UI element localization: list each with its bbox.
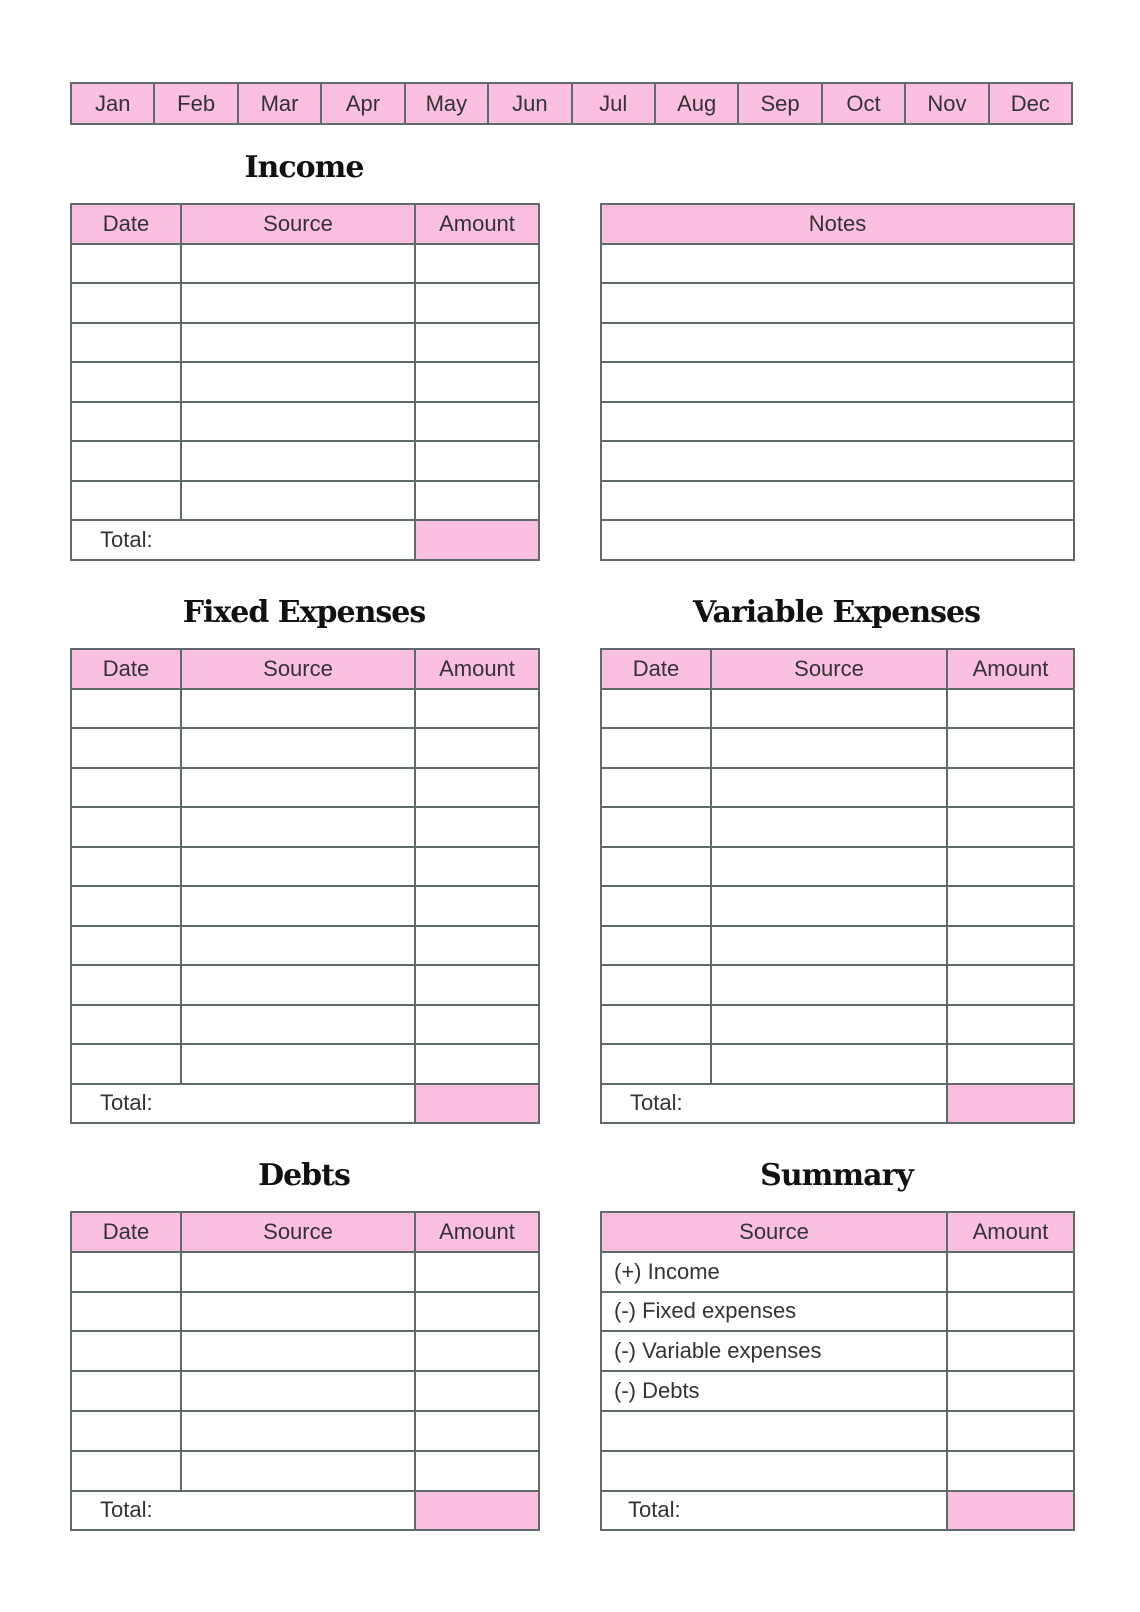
income-header-date: Date xyxy=(71,204,181,244)
summary-source-cell xyxy=(601,1451,947,1491)
variable-expenses-source-cell[interactable] xyxy=(711,886,947,926)
notes-line-cell[interactable] xyxy=(601,244,1074,284)
variable-expenses-amount-cell[interactable] xyxy=(947,1044,1074,1084)
table-row xyxy=(71,244,539,284)
income-amount-cell[interactable] xyxy=(415,402,539,442)
income-date-cell[interactable] xyxy=(71,441,181,481)
notes-line-cell[interactable] xyxy=(601,323,1074,363)
table-row xyxy=(71,807,539,847)
income-source-cell[interactable] xyxy=(181,402,415,442)
variable-expenses-date-cell[interactable] xyxy=(601,728,711,768)
summary-total-row xyxy=(601,1491,1074,1531)
debts-amount-cell[interactable] xyxy=(415,1292,539,1332)
table-row xyxy=(71,283,539,323)
variable-expenses-source-cell[interactable] xyxy=(711,926,947,966)
debts-source-cell[interactable] xyxy=(181,1331,415,1371)
fixed-expenses-date-cell[interactable] xyxy=(71,728,181,768)
table-row xyxy=(71,1292,539,1332)
fixed-expenses-date-cell[interactable] xyxy=(71,926,181,966)
summary-amount-cell[interactable] xyxy=(947,1331,1074,1371)
variable-expenses-amount-cell[interactable] xyxy=(947,847,1074,887)
table-row xyxy=(601,728,1074,768)
summary-source-cell: (-) Debts xyxy=(601,1371,947,1411)
fixed-expenses-source-cell[interactable] xyxy=(181,847,415,887)
fixed-expenses-amount-cell[interactable] xyxy=(415,689,539,729)
debts-amount-cell[interactable] xyxy=(415,1331,539,1371)
debts-source-cell[interactable] xyxy=(181,1292,415,1332)
income-amount-cell[interactable] xyxy=(415,481,539,521)
fixed-expenses-date-cell[interactable] xyxy=(71,886,181,926)
table-row xyxy=(71,689,539,729)
summary-header-source: Source xyxy=(601,1212,947,1252)
table-row xyxy=(601,807,1074,847)
table-row xyxy=(71,965,539,1005)
month-oct[interactable]: Oct xyxy=(821,84,904,123)
fixed-expenses-source-cell[interactable] xyxy=(181,1044,415,1084)
summary-total-amount-cell[interactable] xyxy=(947,1491,1074,1531)
fixed-expenses-source-cell[interactable] xyxy=(181,965,415,1005)
variable-expenses-table xyxy=(600,648,1075,1124)
income-date-cell[interactable] xyxy=(71,402,181,442)
table-row xyxy=(601,1252,1074,1292)
fixed-expenses-source-cell[interactable] xyxy=(181,926,415,966)
income-total-amount-cell[interactable] xyxy=(415,520,539,560)
fixed-expenses-date-cell[interactable] xyxy=(71,689,181,729)
notes-line-cell[interactable] xyxy=(601,402,1074,442)
table-row xyxy=(601,768,1074,808)
variable-expenses-amount-cell[interactable] xyxy=(947,926,1074,966)
table-row xyxy=(71,1411,539,1451)
debts-date-cell[interactable] xyxy=(71,1292,181,1332)
variable-expenses-amount-cell[interactable] xyxy=(947,886,1074,926)
variable-expenses-amount-cell[interactable] xyxy=(947,728,1074,768)
fixed-expenses-amount-cell[interactable] xyxy=(415,807,539,847)
notes-line-cell[interactable] xyxy=(601,441,1074,481)
summary-amount-cell[interactable] xyxy=(947,1292,1074,1332)
notes-table xyxy=(600,203,1075,561)
income-date-cell[interactable] xyxy=(71,323,181,363)
notes-line-cell[interactable] xyxy=(601,283,1074,323)
variable-expenses-amount-cell[interactable] xyxy=(947,807,1074,847)
income-amount-cell[interactable] xyxy=(415,283,539,323)
table-row xyxy=(71,1331,539,1371)
debts-header-date: Date xyxy=(71,1212,181,1252)
month-jul[interactable]: Jul xyxy=(571,84,654,123)
income-amount-cell[interactable] xyxy=(415,323,539,363)
variable-expenses-total-label: Total: xyxy=(601,1084,711,1124)
variable-expenses-date-cell[interactable] xyxy=(601,768,711,808)
fixed-expenses-date-cell[interactable] xyxy=(71,768,181,808)
variable-expenses-date-cell[interactable] xyxy=(601,847,711,887)
income-total-gap xyxy=(181,520,415,560)
income-source-cell[interactable] xyxy=(181,244,415,284)
income-source-cell[interactable] xyxy=(181,323,415,363)
variable-expenses-date-cell[interactable] xyxy=(601,965,711,1005)
debts-date-cell[interactable] xyxy=(71,1331,181,1371)
table-row xyxy=(601,1292,1074,1332)
debts-source-cell[interactable] xyxy=(181,1451,415,1491)
debts-total-row xyxy=(71,1491,539,1531)
variable-expenses-total-row xyxy=(601,1084,1074,1124)
variable-expenses-source-cell[interactable] xyxy=(711,1044,947,1084)
table-row xyxy=(601,323,1074,363)
fixed-expenses-title: Fixed Expenses xyxy=(182,595,426,630)
notes-line-cell[interactable] xyxy=(601,362,1074,402)
table-row xyxy=(601,244,1074,284)
income-source-cell[interactable] xyxy=(181,481,415,521)
fixed-expenses-amount-cell[interactable] xyxy=(415,768,539,808)
table-row xyxy=(601,441,1074,481)
fixed-expenses-date-cell[interactable] xyxy=(71,1005,181,1045)
table-row xyxy=(71,926,539,966)
notes-line-cell[interactable] xyxy=(601,481,1074,521)
table-row xyxy=(71,441,539,481)
variable-expenses-source-cell[interactable] xyxy=(711,689,947,729)
debts-total-amount-cell[interactable] xyxy=(415,1491,539,1531)
table-row xyxy=(601,965,1074,1005)
table-row xyxy=(601,1331,1074,1371)
fixed-expenses-header-source: Source xyxy=(181,649,415,689)
variable-expenses-source-cell[interactable] xyxy=(711,847,947,887)
variable-expenses-date-cell[interactable] xyxy=(601,1044,711,1084)
debts-amount-cell[interactable] xyxy=(415,1451,539,1491)
summary-source-cell: (+) Income xyxy=(601,1252,947,1292)
income-amount-cell[interactable] xyxy=(415,362,539,402)
summary-source-cell xyxy=(601,1411,947,1451)
fixed-expenses-date-cell[interactable] xyxy=(71,807,181,847)
table-row xyxy=(601,362,1074,402)
debts-total-label: Total: xyxy=(71,1491,181,1531)
fixed-expenses-amount-cell[interactable] xyxy=(415,965,539,1005)
table-row xyxy=(601,1371,1074,1411)
income-date-cell[interactable] xyxy=(71,362,181,402)
debts-source-cell[interactable] xyxy=(181,1252,415,1292)
summary-source-cell: (-) Fixed expenses xyxy=(601,1292,947,1332)
income-date-cell[interactable] xyxy=(71,244,181,284)
summary-title: Summary xyxy=(760,1158,913,1193)
debts-amount-cell[interactable] xyxy=(415,1252,539,1292)
income-header-amount: Amount xyxy=(415,204,539,244)
summary-source-cell: (-) Variable expenses xyxy=(601,1331,947,1371)
fixed-expenses-amount-cell[interactable] xyxy=(415,728,539,768)
table-row xyxy=(71,1252,539,1292)
variable-expenses-source-cell[interactable] xyxy=(711,768,947,808)
income-amount-cell[interactable] xyxy=(415,441,539,481)
debts-source-cell[interactable] xyxy=(181,1371,415,1411)
variable-expenses-amount-cell[interactable] xyxy=(947,689,1074,729)
summary-total-label: Total: xyxy=(601,1491,947,1531)
fixed-expenses-header-date: Date xyxy=(71,649,181,689)
month-feb[interactable]: Feb xyxy=(153,84,236,123)
table-row xyxy=(71,886,539,926)
fixed-expenses-source-cell[interactable] xyxy=(181,807,415,847)
fixed-expenses-total-amount-cell[interactable] xyxy=(415,1084,539,1124)
variable-expenses-source-cell[interactable] xyxy=(711,807,947,847)
table-row xyxy=(601,926,1074,966)
table-row xyxy=(601,1411,1074,1451)
debts-table xyxy=(70,1211,540,1531)
income-title: Income xyxy=(244,150,364,185)
summary-amount-cell[interactable] xyxy=(947,1411,1074,1451)
table-row xyxy=(71,1005,539,1045)
fixed-expenses-amount-cell[interactable] xyxy=(415,1044,539,1084)
summary-amount-cell[interactable] xyxy=(947,1371,1074,1411)
variable-expenses-date-cell[interactable] xyxy=(601,886,711,926)
table-row xyxy=(601,1005,1074,1045)
fixed-expenses-date-cell[interactable] xyxy=(71,847,181,887)
table-row xyxy=(601,520,1074,560)
table-row xyxy=(601,283,1074,323)
month-dec[interactable]: Dec xyxy=(988,84,1071,123)
variable-expenses-date-cell[interactable] xyxy=(601,926,711,966)
variable-expenses-date-cell[interactable] xyxy=(601,807,711,847)
debts-source-cell[interactable] xyxy=(181,1411,415,1451)
table-row xyxy=(601,402,1074,442)
variable-expenses-source-cell[interactable] xyxy=(711,728,947,768)
fixed-expenses-total-row xyxy=(71,1084,539,1124)
debts-title: Debts xyxy=(258,1158,350,1193)
debts-total-gap xyxy=(181,1491,415,1531)
variable-expenses-amount-cell[interactable] xyxy=(947,965,1074,1005)
income-source-cell[interactable] xyxy=(181,283,415,323)
debts-date-cell[interactable] xyxy=(71,1252,181,1292)
debts-header-source: Source xyxy=(181,1212,415,1252)
month-jan[interactable]: Jan xyxy=(94,90,131,116)
variable-expenses-total-amount-cell[interactable] xyxy=(947,1084,1074,1124)
debts-date-cell[interactable] xyxy=(71,1451,181,1491)
table-row xyxy=(601,1044,1074,1084)
fixed-expenses-source-cell[interactable] xyxy=(181,728,415,768)
income-source-cell[interactable] xyxy=(181,441,415,481)
income-source-cell[interactable] xyxy=(181,362,415,402)
table-row xyxy=(71,1044,539,1084)
debts-date-cell[interactable] xyxy=(71,1411,181,1451)
fixed-expenses-source-cell[interactable] xyxy=(181,1005,415,1045)
month-aug[interactable]: Aug xyxy=(654,84,737,123)
month-apr[interactable]: Apr xyxy=(320,84,403,123)
fixed-expenses-table xyxy=(70,648,540,1124)
fixed-expenses-amount-cell[interactable] xyxy=(415,847,539,887)
month-may[interactable]: May xyxy=(404,84,487,123)
variable-expenses-date-cell[interactable] xyxy=(601,689,711,729)
fixed-expenses-total-label: Total: xyxy=(71,1084,181,1124)
table-row xyxy=(71,481,539,521)
income-date-cell[interactable] xyxy=(71,481,181,521)
summary-amount-cell[interactable] xyxy=(947,1252,1074,1292)
table-row xyxy=(601,847,1074,887)
fixed-expenses-date-cell[interactable] xyxy=(71,1044,181,1084)
fixed-expenses-source-cell[interactable] xyxy=(181,768,415,808)
fixed-expenses-header-amount: Amount xyxy=(415,649,539,689)
month-sep[interactable]: Sep xyxy=(737,84,820,123)
variable-expenses-header-date: Date xyxy=(601,649,711,689)
table-row xyxy=(71,1451,539,1491)
fixed-expenses-source-cell[interactable] xyxy=(181,689,415,729)
variable-expenses-amount-cell[interactable] xyxy=(947,768,1074,808)
fixed-expenses-amount-cell[interactable] xyxy=(415,926,539,966)
summary-header-amount: Amount xyxy=(947,1212,1074,1252)
debts-amount-cell[interactable] xyxy=(415,1371,539,1411)
variable-expenses-title: Variable Expenses xyxy=(693,595,980,630)
table-row xyxy=(71,362,539,402)
variable-expenses-header-source: Source xyxy=(711,649,947,689)
fixed-expenses-source-cell[interactable] xyxy=(181,886,415,926)
table-row xyxy=(601,481,1074,521)
income-total-label: Total: xyxy=(71,520,181,560)
income-header-source: Source xyxy=(181,204,415,244)
table-row xyxy=(71,768,539,808)
income-amount-cell[interactable] xyxy=(415,244,539,284)
summary-table xyxy=(600,1211,1075,1531)
income-date-cell[interactable] xyxy=(71,283,181,323)
table-row xyxy=(601,886,1074,926)
table-row xyxy=(71,847,539,887)
variable-expenses-date-cell[interactable] xyxy=(601,1005,711,1045)
table-row xyxy=(71,728,539,768)
income-total-row xyxy=(71,520,539,560)
notes-header: Notes xyxy=(601,204,1074,244)
debts-date-cell[interactable] xyxy=(71,1371,181,1411)
variable-expenses-amount-cell[interactable] xyxy=(947,1005,1074,1045)
variable-expenses-source-cell[interactable] xyxy=(711,965,947,1005)
fixed-expenses-amount-cell[interactable] xyxy=(415,1005,539,1045)
month-nov[interactable]: Nov xyxy=(904,84,987,123)
variable-expenses-source-cell[interactable] xyxy=(711,1005,947,1045)
debts-header-amount: Amount xyxy=(415,1212,539,1252)
month-jun[interactable]: Jun xyxy=(487,84,570,123)
income-table xyxy=(70,203,540,561)
table-row xyxy=(601,689,1074,729)
fixed-expenses-date-cell[interactable] xyxy=(71,965,181,1005)
notes-line-cell[interactable] xyxy=(601,520,1074,560)
fixed-expenses-amount-cell[interactable] xyxy=(415,886,539,926)
month-selector xyxy=(70,82,1073,125)
variable-expenses-total-gap xyxy=(711,1084,947,1124)
month-mar[interactable]: Mar xyxy=(237,84,320,123)
table-row xyxy=(71,323,539,363)
table-row xyxy=(601,1451,1074,1491)
table-row xyxy=(71,1371,539,1411)
debts-amount-cell[interactable] xyxy=(415,1411,539,1451)
variable-expenses-header-amount: Amount xyxy=(947,649,1074,689)
summary-amount-cell[interactable] xyxy=(947,1451,1074,1491)
fixed-expenses-total-gap xyxy=(181,1084,415,1124)
table-row xyxy=(71,402,539,442)
